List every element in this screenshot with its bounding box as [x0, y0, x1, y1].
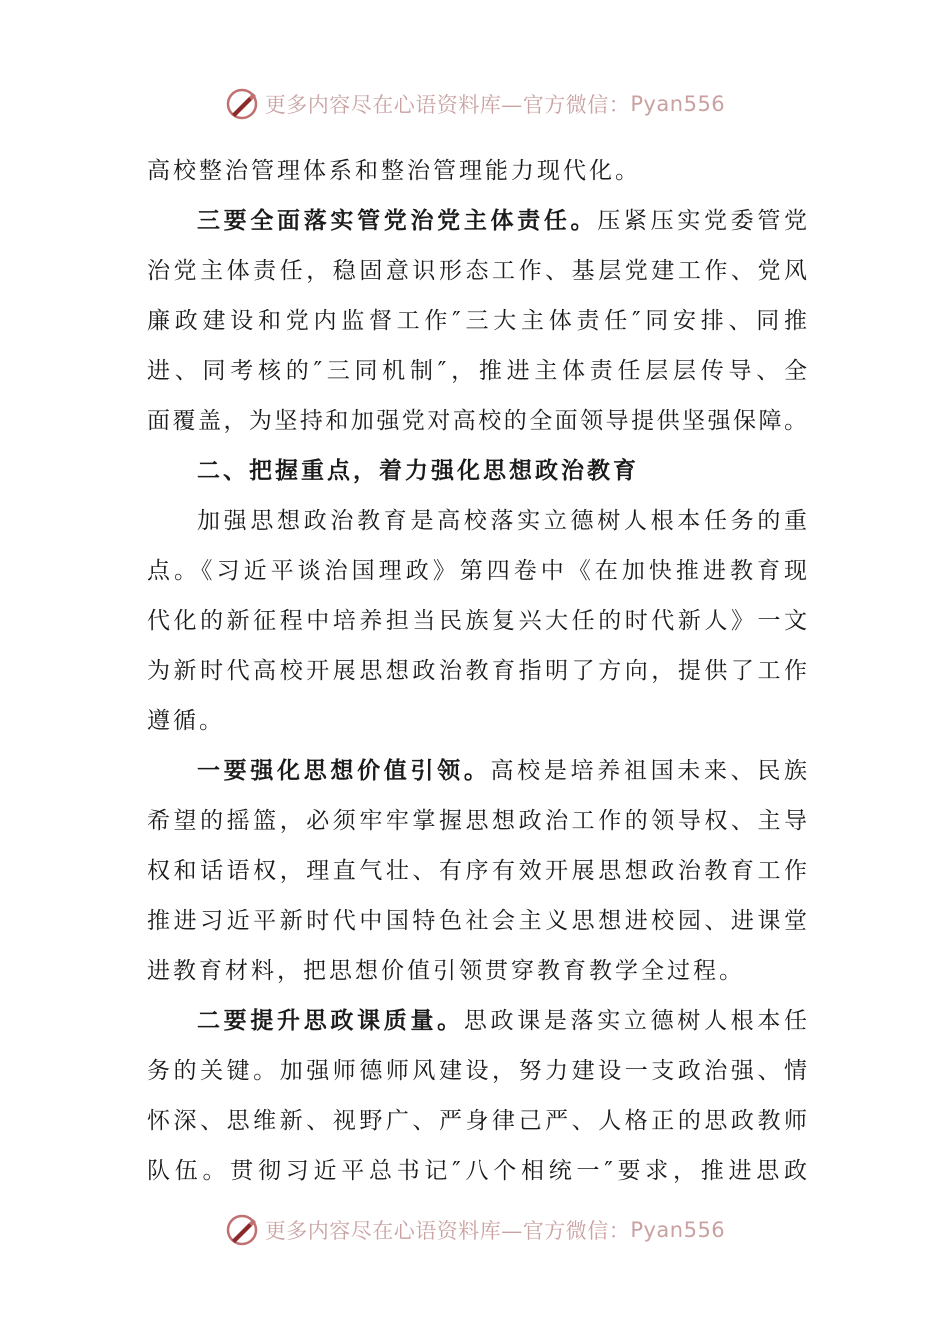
watermark-banner-bottom: [0, 1210, 950, 1250]
watermark-text: 更多内容尽在心语资料库—官方微信：: [264, 93, 631, 117]
text-line: 希望的摇篮，必须牢牢掌握思想政治工作的领导权、主导: [147, 808, 807, 834]
text-line: 务的关键。加强师德师风建设，努力建设一支政治强、情: [147, 1058, 807, 1084]
text-line: 进、同考核的″三同机制″，推进主体责任层层传导、全: [147, 358, 807, 384]
pen-logo-icon: [225, 1213, 259, 1247]
document-body: [147, 146, 807, 1196]
text-line: 代化的新征程中培养担当民族复兴大任的时代新人》一文: [147, 608, 807, 634]
text-line: 加强思想政治教育是高校落实立德树人根本任务的重: [197, 508, 807, 534]
text-line: 三要全面落实管党治党主体责任。压紧压实党委管党: [197, 207, 808, 234]
watermark-text: 更多内容尽在心语资料库—官方微信：: [264, 1219, 631, 1243]
text-line: 点。《习近平谈治国理政》第四卷中《在加快推进教育现: [147, 558, 807, 584]
watermark-wechat-id: Pyan556: [630, 92, 726, 116]
section-heading: 一要强化思想价值引领。: [197, 757, 491, 784]
text-line: 为新时代高校开展思想政治教育指明了方向，提供了工作: [147, 658, 807, 684]
text-line: 一要强化思想价值引领。高校是培养祖国未来、民族: [197, 757, 808, 784]
text-line: 高校整治管理体系和整治管理能力现代化。: [147, 158, 641, 184]
text-line: 廉政建设和党内监督工作″三大主体责任″同安排、同推: [147, 308, 807, 334]
text-line: 进教育材料，把思想价值引领贯穿教育教学全过程。: [147, 958, 745, 984]
watermark-wechat-id: Pyan556: [630, 1218, 726, 1242]
text-line: 推进习近平新时代中国特色社会主义思想进校园、进课堂: [147, 908, 807, 934]
text-line: 队伍。贯彻习近平总书记″八个相统一″要求，推进思政: [147, 1158, 807, 1184]
pen-logo-icon: [225, 87, 259, 121]
section-heading: 二要提升思政课质量。: [197, 1007, 464, 1034]
chapter-heading: 二、把握重点，着力强化思想政治教育: [197, 457, 639, 484]
text-line: 治党主体责任，稳固意识形态工作、基层党建工作、党风: [147, 258, 807, 284]
text-line: 遵循。: [147, 708, 225, 734]
watermark-banner-top: [0, 84, 950, 124]
text-line: 面覆盖，为坚持和加强党对高校的全面领导提供坚强保障。: [147, 408, 807, 434]
text-line: 怀深、思维新、视野广、严身律己严、人格正的思政教师: [147, 1108, 807, 1134]
text-line: 权和话语权，理直气壮、有序有效开展思想政治教育工作: [147, 858, 807, 884]
text-line: 二要提升思政课质量。思政课是落实立德树人根本任: [197, 1007, 808, 1034]
section-heading: 三要全面落实管党治党主体责任。: [197, 207, 598, 234]
